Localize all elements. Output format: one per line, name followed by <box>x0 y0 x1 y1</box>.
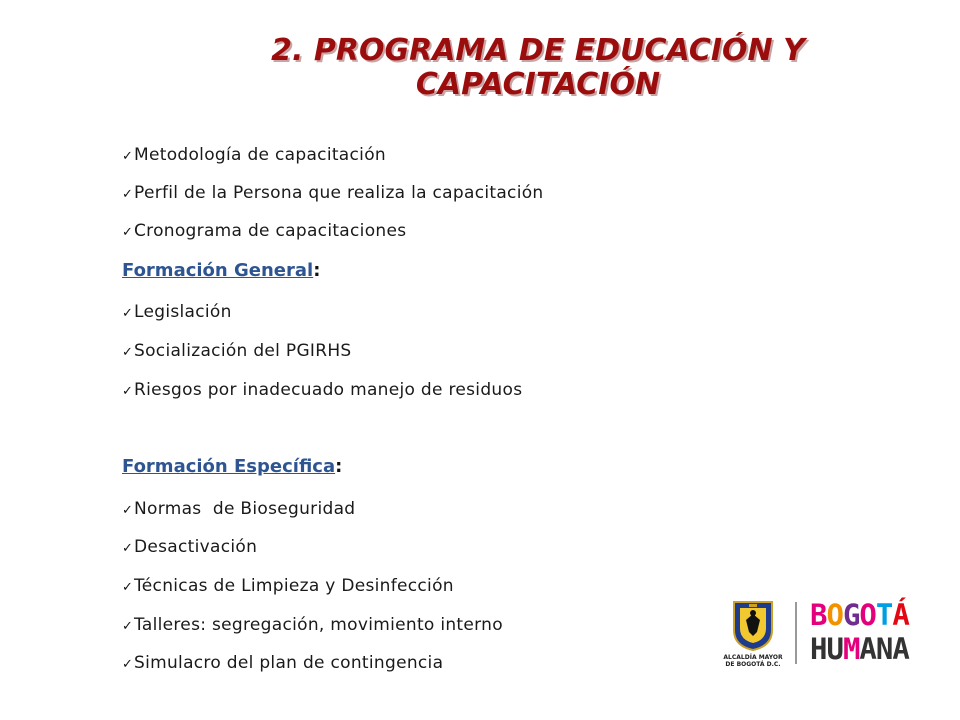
list-item-label: Desactivación <box>134 537 258 557</box>
list-item <box>122 221 406 241</box>
brand-letter: O <box>859 598 876 632</box>
section-heading-especifica: Formación Específica: <box>122 456 343 477</box>
list-item-label: Técnicas de Limpieza y Desinfección <box>134 576 454 596</box>
brand-letter: O <box>826 598 843 632</box>
check-mark-icon: ✓ <box>122 619 134 634</box>
check-mark-icon: ✓ <box>122 345 134 360</box>
list-item-label: Simulacro del plan de contingencia <box>134 653 444 673</box>
footer-logos <box>712 596 922 676</box>
brand-line1 <box>810 598 909 632</box>
list-item <box>122 576 454 596</box>
list-item <box>122 615 503 635</box>
list-item <box>122 183 544 203</box>
alcaldia-line2: DE BOGOTÁ D.C. <box>725 661 781 668</box>
check-mark-icon: ✓ <box>122 187 134 202</box>
list-item <box>122 145 386 165</box>
list-item-label: Socialización del PGIRHS <box>134 341 352 361</box>
check-mark-icon: ✓ <box>122 149 134 164</box>
brand-line2 <box>810 632 909 666</box>
list-item-label: Talleres: segregación, movimiento interno <box>134 615 503 635</box>
section-heading-general: Formación General: <box>122 260 321 281</box>
check-mark-icon: ✓ <box>122 657 134 672</box>
brand-letter: A <box>859 632 876 666</box>
list-item <box>122 499 355 519</box>
check-mark-icon: ✓ <box>122 306 134 321</box>
brand-letter: B <box>810 598 827 632</box>
list-item-label: Metodología de capacitación <box>134 145 386 165</box>
list-item-label: Legislación <box>134 302 232 322</box>
slide-title <box>0 34 960 102</box>
brand-letter: Á <box>892 598 909 632</box>
coat-of-arms-icon <box>732 600 774 652</box>
list-item <box>122 380 522 400</box>
alcaldia-line1: ALCALDÍA MAYOR <box>723 654 783 661</box>
list-item-label: Perfil de la Persona que realiza la capacitación <box>134 183 544 203</box>
check-mark-icon: ✓ <box>122 541 134 556</box>
brand-letter: M <box>842 632 860 666</box>
alcaldia-label <box>712 654 794 668</box>
brand-letter: G <box>842 598 860 632</box>
list-item-label: Normas de Bioseguridad <box>134 499 356 519</box>
brand-line2-text <box>810 632 909 666</box>
brand-letter: A <box>892 632 909 666</box>
slide-title-line2: CAPACITACIÓN <box>415 67 661 102</box>
list-item <box>122 341 352 361</box>
list-item <box>122 537 257 557</box>
list-item-label: Riesgos por inadecuado manejo de residuos <box>134 380 523 400</box>
list-item-label: Cronograma de capacitaciones <box>134 221 407 241</box>
check-mark-icon: ✓ <box>122 503 134 518</box>
section-heading-label: Formación Específica <box>122 456 336 477</box>
brand-letter: H <box>810 632 827 666</box>
brand-line1-text <box>810 598 909 632</box>
check-mark-icon: ✓ <box>122 384 134 399</box>
section-heading-label: Formación General <box>122 260 314 281</box>
list-item <box>122 653 443 673</box>
brand-letter: N <box>875 632 893 666</box>
brand-letter: T <box>875 598 893 632</box>
logo-divider <box>795 602 797 664</box>
list-item <box>122 302 232 322</box>
check-mark-icon: ✓ <box>122 225 134 240</box>
brand-letter: U <box>826 632 843 666</box>
slide-title-line1: 2. PROGRAMA DE EDUCACIÓN Y <box>271 33 805 68</box>
check-mark-icon: ✓ <box>122 580 134 595</box>
